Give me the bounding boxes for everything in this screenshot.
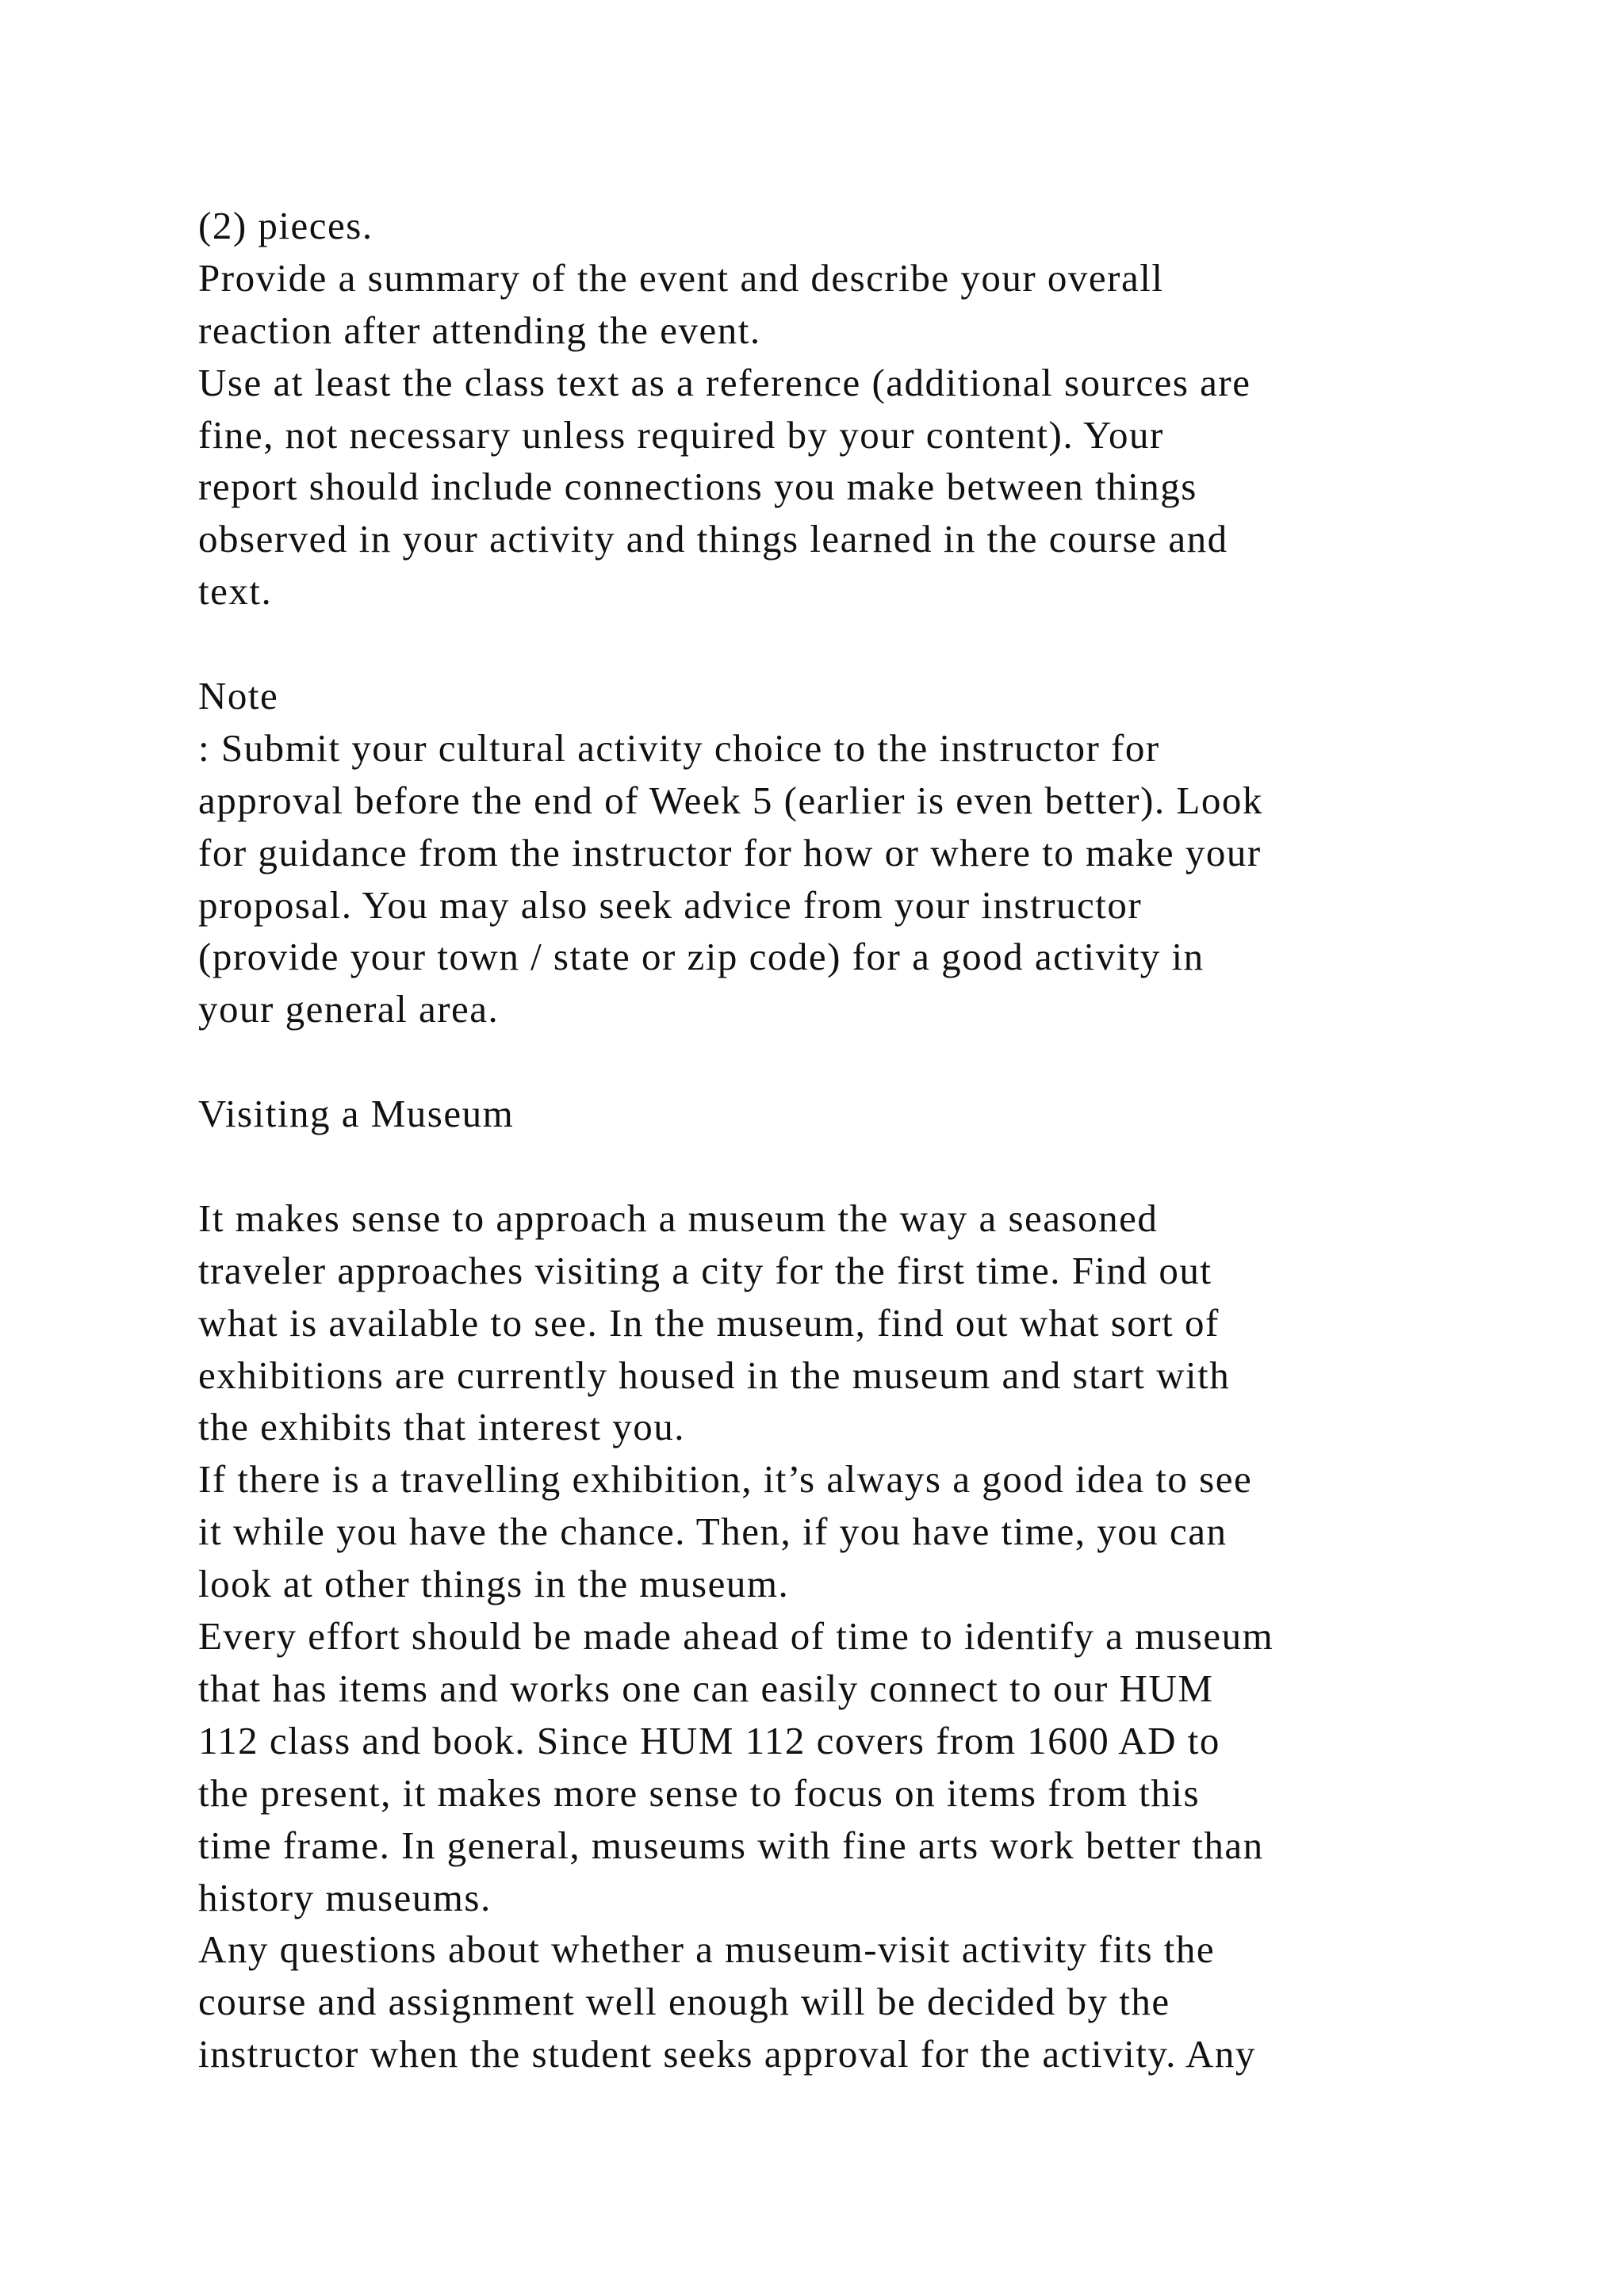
text-line: instructor when the student seeks approval for the activity. Any: [198, 2032, 1256, 2076]
section-heading: Visiting a Museum: [198, 1092, 515, 1136]
text-line: 112 class and book. Since HUM 112 covers from 1600 AD to: [198, 1718, 1220, 1762]
text-line: approval before the end of Week 5 (earlier is even better). Look: [198, 778, 1263, 822]
text-line: : Submit your cultural activity choice to the instructor for: [198, 725, 1160, 770]
text-line: (provide your town / state or zip code) for a good activity in: [198, 935, 1205, 979]
text-line: the exhibits that interest you.: [198, 1405, 685, 1449]
document-body: [198, 200, 1507, 2080]
text-line: history museums.: [198, 1875, 492, 1919]
text-line: time frame. In general, museums with fine arts work better than: [198, 1823, 1264, 1867]
text-line: observed in your activity and things learned in the course and: [198, 517, 1228, 561]
blank-line: [198, 1140, 1507, 1192]
blank-line: [198, 618, 1507, 670]
text-line: report should include connections you make between things: [198, 465, 1197, 509]
text-line: If there is a travelling exhibition, it’s always a good idea to see: [198, 1457, 1253, 1502]
text-line: Every effort should be made ahead of time to identify a museum: [198, 1614, 1274, 1659]
text-line: (2) pieces.: [198, 204, 373, 247]
text-line: it while you have the chance. Then, if you have time, you can: [198, 1510, 1228, 1554]
note-heading: Note: [198, 674, 279, 718]
text-line: fine, not necessary unless required by your content). Your: [198, 412, 1164, 457]
text-line: that has items and works one can easily connect to our HUM: [198, 1666, 1214, 1710]
text-line: the present, it makes more sense to focus on items from this: [198, 1770, 1201, 1815]
text-line: your general area.: [198, 987, 500, 1031]
blank-line: [198, 1035, 1507, 1088]
text-line: proposal. You may also seek advice from your instructor: [198, 882, 1143, 927]
text-line: traveler approaches visiting a city for the first time. Find out: [198, 1248, 1212, 1292]
text-line: Use at least the class text as a reference (additional sources are: [198, 360, 1251, 404]
text-line: look at other things in the museum.: [198, 1562, 790, 1606]
text-line: for guidance from the instructor for how or where to make your: [198, 830, 1262, 874]
text-line: what is available to see. In the museum, find out what sort of: [198, 1300, 1220, 1345]
text-line: course and assignment well enough will be decided by the: [198, 1980, 1170, 2024]
text-line: Any questions about whether a museum-visit activity fits the: [198, 1927, 1216, 1972]
text-line: reaction after attending the event.: [198, 308, 761, 352]
text-line: It makes sense to approach a museum the way a seasoned: [198, 1196, 1159, 1240]
text-line: exhibitions are currently housed in the museum and start with: [198, 1353, 1231, 1397]
text-line: text.: [198, 569, 273, 614]
text-line: Provide a summary of the event and describe your overall: [198, 255, 1164, 300]
